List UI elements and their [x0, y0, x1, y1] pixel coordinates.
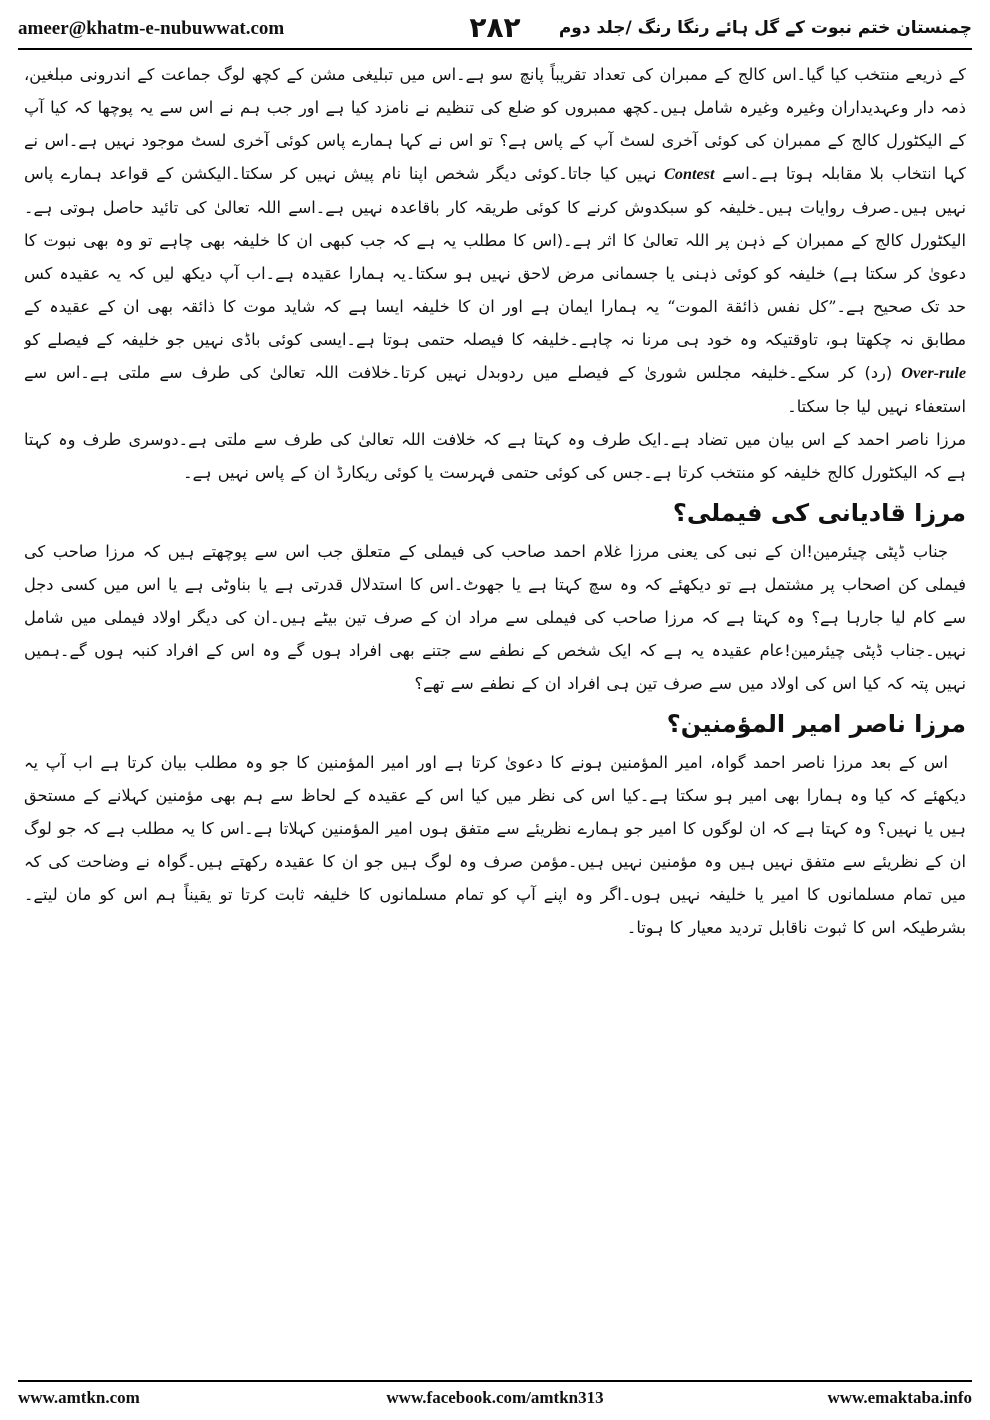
page-header	[18, 10, 972, 50]
header-email: ameer@khatm-e-nubuwwat.com	[18, 18, 285, 39]
footer-link-facebook[interactable]: www.facebook.com/amtkn313	[386, 1388, 604, 1407]
paragraph: اس کے بعد مرزا ناصر احمد گواہ، امیر المؤمنین ہونے کا دعویٰ کرتا ہے اور امیر المؤمنین کا جو وہ مطلب بیان کرتا ہے اب آپ یہ دیکھئے کہ کیا وہ ہمارا بھی امیر ہو سکتا ہے۔کیا اس کی نظر میں کیا اس کے عقیدہ کے لحاظ سے ہم بھی مؤمنین کہلانے کے مستحق ہیں یا نہیں؟ وہ کہتا ہے کہ ان لوگوں کا امیر جو ہمارے نظریئے سے متفق ہوں امیر المؤمنین کہلاتا ہے۔اس کا یہ مطلب ہے کہ جو لوگ ان کے نظریئے سے متفق نہیں ہیں وہ مؤمنین نہیں ہیں۔مؤمن صرف وہ لوگ ہیں جو ان کا عقیدہ رکھتے ہیں۔گواہ نے وضاحت کی کہ میں تمام مسلمانوں کا امیر یا خلیفہ نہیں ہوں۔اگر وہ اپنے آپ کو تمام مسلمانوں کا خلیفہ ثابت کرتا تو یقیناً ہم اس کو مان لیتے۔بشرطیکہ اس کا ثبوت ناقابل تردید معیار کا ہوتا۔	[24, 753, 966, 937]
text-run: کے ذریعے منتخب کیا گیا۔اس کالج کے ممبران کی تعداد تقریباً پانچ سو ہے۔اس میں تبلیغی مشن کے کچھ لوگ جماعت کے اندرونی مبلغین، ذمہ دار وعہدیداران وغیرہ وغیرہ شامل ہیں۔کچھ ممبروں کو ضلع کی تنظیم نے نامزد کیا ہے اور جب ہم نے اس سے یہ پوچھا کہ کیا آپ کے الیکٹورل کالج کے ممبران کی کوئی آخری لسٹ آپ کے پاس ہے؟ تو اس نے کہا ہمارے پاس کوئی آخری لسٹ موجود نہیں ہے۔اس نے کہا انتخاب بلا مقابلہ ہوتا ہے۔اسے	[24, 65, 966, 183]
arabic-quote: ”کل نفس ذائقة الموت“	[667, 297, 837, 316]
text-run: یہ ہمارا ایمان ہے اور ان کا خلیفہ ایسا ہے کہ شاید موت کا ذائقہ بھی ان کے عقیدہ کے مطابق نہ چکھتا ہو، تاوقتیکہ وہ خود ہی مرنا نہ چاہے۔خلیفہ کا فیصلہ حتمی ہوتا ہے۔ایسی کوئی باڈی نہیں جو خلیفہ کے فیصلے کو	[24, 297, 966, 349]
text-run: نہیں کیا جاتا۔کوئی دیگر شخص اپنا نام پیش نہیں کر سکتا۔الیکشن کے قواعد ہمارے پاس نہیں ہیں۔صرف روایات ہیں۔خلیفہ کو سبکدوش کرنے کا کوئی طریقہ کار باقاعدہ نہیں ہے۔اسے اللہ تعالیٰ کی تائید حاصل ہوتی ہے۔الیکٹورل کالج کے ممبران کے ذہن پر اللہ تعالیٰ کا اثر ہے۔(اس کا مطلب یہ ہے کہ جب کبھی ان کا خلیفہ بھی چاہے تو وہ بھی نبوت کا دعویٰ کر سکتا ہے) خلیفہ کو کوئی ذہنی یا جسمانی مرض لاحق نہیں ہو سکتا۔یہ ہمارا عقیدہ ہے۔اب آپ دیکھ لیں کہ یہ عقیدہ کس حد تک صحیح ہے۔	[24, 164, 966, 316]
page-body	[24, 58, 966, 1370]
latin-term: Over-rule	[901, 364, 966, 382]
text-run: (رد) کر سکے۔خلیفہ مجلس شوریٰ کے فیصلے میں ردوبدل نہیں کرتا۔خلافت اللہ تعالیٰ کی طرف سے ملتی ہے۔اس سے استعفاء نہیں لیا جا سکتا۔	[24, 363, 966, 416]
footer-link-amtkn[interactable]: www.amtkn.com	[18, 1388, 140, 1407]
paragraph	[24, 58, 966, 423]
section-heading: مرزا قادیانی کی فیملی؟	[672, 499, 966, 527]
page-number: ۲۸۲	[469, 11, 521, 44]
paragraph: جناب ڈپٹی چیئرمین!ان کے نبی کی یعنی مرزا غلام احمد صاحب کی فیملی کے متعلق جب اس سے پوچھتے ہیں کہ مرزا صاحب کی فیملی کن اصحاب پر مشتمل ہے تو دیکھئے کہ وہ سچ کہتا ہے یا جھوٹ۔اس کا استدلال قدرتی ہے یا بناوٹی ہے یا اس میں کسی دجل سے کام لیا جارہا ہے؟ وہ کہتا ہے کہ مرزا صاحب کی فیملی سے مراد ان کے صرف تین بیٹے ہیں۔ان کی دیگر اولاد فیملی میں شامل نہیں۔جناب ڈپٹی چیئرمین!عام عقیدہ یہ ہے کہ ایک شخص کے نطفے سے جتنے بھی افراد ہوں گے وہ اس کے افراد کنبہ ہوں گے۔ہمیں نہیں پتہ کہ کیا اس کی اولاد میں سے صرف تین ہی افراد ان کے نطفے سے تھے؟	[24, 542, 966, 693]
paragraph: مرزا ناصر احمد کے اس بیان میں تضاد ہے۔ایک طرف وہ کہتا ہے کہ خلافت اللہ تعالیٰ کی طرف سے ملتی ہے۔دوسری طرف وہ کہتا ہے کہ الیکٹورل کالج خلیفہ کو منتخب کرتا ہے۔جس کی کوئی حتمی فہرست یا کوئی ریکارڈ ان کے پاس نہیں ہے۔	[24, 430, 966, 482]
footer-divider	[18, 1380, 972, 1382]
book-title: چمنستان ختم نبوت کے گل ہائے رنگا رنگ /جلد دوم	[558, 18, 972, 38]
page-footer	[18, 1388, 972, 1414]
latin-term: Contest	[664, 165, 715, 183]
section-heading: مرزا ناصر امیر المؤمنین؟	[666, 710, 966, 738]
footer-link-emaktaba[interactable]: www.emaktaba.info	[827, 1388, 972, 1407]
header-divider	[18, 48, 972, 50]
